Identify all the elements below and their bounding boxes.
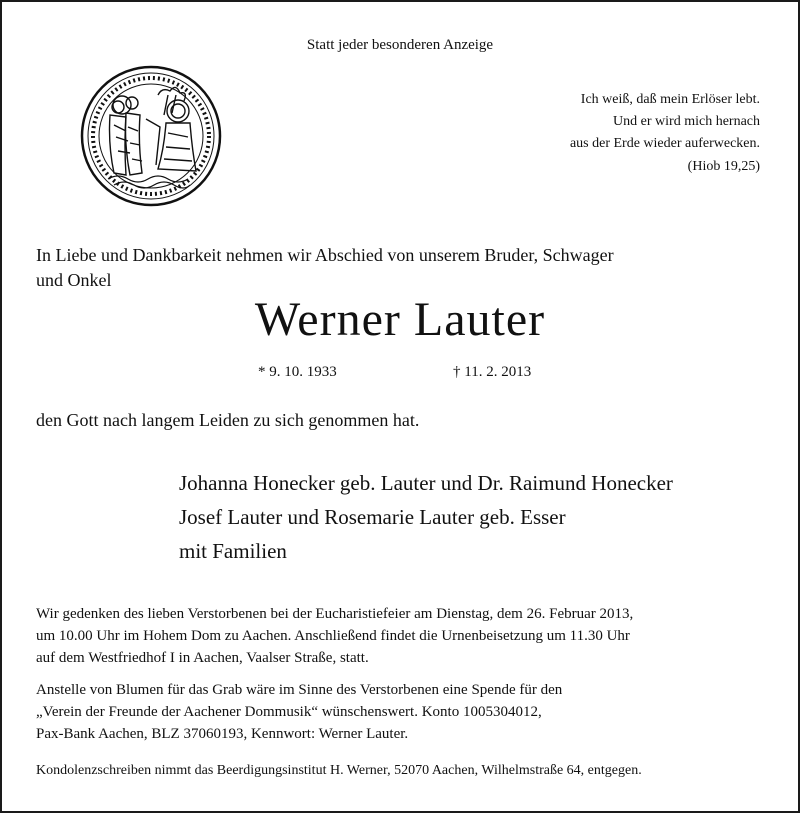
verse-line: Ich weiß, daß mein Erlöser lebt. xyxy=(580,92,760,107)
donation-line: Pax-Bank Aachen, BLZ 37060193, Kennwort: Werner Lauter. xyxy=(36,726,409,742)
notice-header: Statt jeder besonderen Anzeige xyxy=(306,37,494,53)
family-line: mit Familien xyxy=(179,539,287,563)
religious-seal-icon xyxy=(80,65,222,207)
birth-date: * 9. 10. 1933 xyxy=(258,364,337,380)
intro-line: und Onkel xyxy=(36,270,112,290)
verse-citation: (Hiob 19,25) xyxy=(687,159,760,174)
verse-line: Und er wird mich hernach xyxy=(613,114,760,129)
donation-line: „Verein der Freunde der Aachener Dommusik“ wünschenswert. Konto 1005304012, xyxy=(36,704,542,720)
intro-line: In Liebe und Dankbarkeit nehmen wir Abschied von unserem Bruder, Schwager xyxy=(36,245,614,265)
condolence-line: Kondolenzschreiben nimmt das Beerdigungsinstitut H. Werner, 52070 Aachen, Wilhelmstraße 64, entgegen. xyxy=(36,763,642,778)
closing-sentence: den Gott nach langem Leiden zu sich genommen hat. xyxy=(36,410,420,430)
service-line: auf dem Westfriedhof I in Aachen, Vaalser Straße, statt. xyxy=(36,650,369,666)
deceased-name: Werner Lauter xyxy=(254,293,546,346)
donation-line: Anstelle von Blumen für das Grab wäre im Sinne des Verstorbenen eine Spende für den xyxy=(36,682,563,698)
family-line: Johanna Honecker geb. Lauter und Dr. Raimund Honecker xyxy=(179,471,673,495)
family-line: Josef Lauter und Rosemarie Lauter geb. Esser xyxy=(179,505,566,529)
service-line: Wir gedenken des lieben Verstorbenen bei der Eucharistiefeier am Dienstag, dem 26. Februar 2013, xyxy=(36,606,634,622)
verse-line: aus der Erde wieder auferwecken. xyxy=(569,136,760,151)
service-line: um 10.00 Uhr im Hohem Dom zu Aachen. Anschließend findet die Urnenbeisetzung um 11.30 Uhr xyxy=(36,628,630,644)
death-date: † 11. 2. 2013 xyxy=(453,364,532,380)
